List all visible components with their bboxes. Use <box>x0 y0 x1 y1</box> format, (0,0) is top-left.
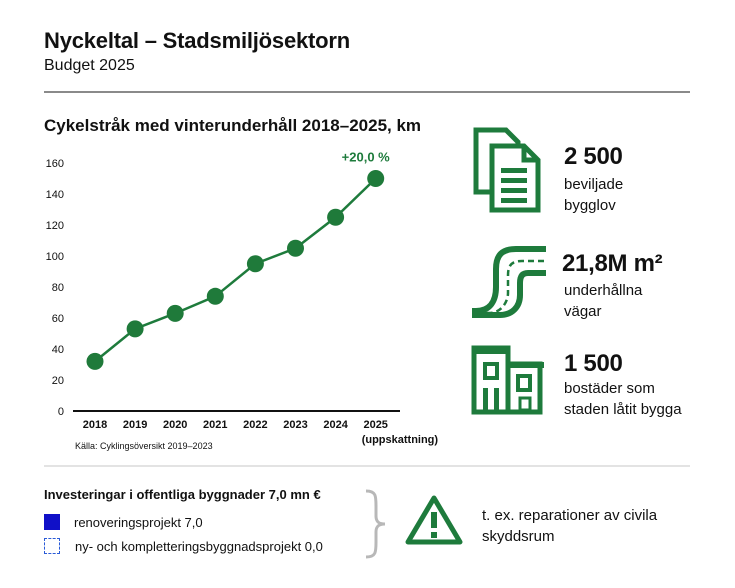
investment-note <box>482 505 657 547</box>
data-point <box>247 255 264 272</box>
y-tick-label: 100 <box>45 251 64 263</box>
kpi-label-housing <box>564 378 682 420</box>
curly-brace-icon <box>360 488 390 560</box>
buildings-icon <box>470 342 546 416</box>
road-icon <box>470 242 550 318</box>
x-tick-label: 2024 <box>323 419 348 431</box>
chart-title: Cykelstråk med vinterunderhåll 2018–2025, km <box>44 116 422 135</box>
legend-item-renovation <box>44 514 203 530</box>
data-point <box>287 240 304 257</box>
documents-icon <box>470 126 544 214</box>
kpi-value-building-permits: 2 500 <box>564 143 623 170</box>
estimate-note: (uppskattning) <box>361 434 439 446</box>
kpi-value-maintained-roads: 21,8M m² <box>562 250 663 277</box>
y-tick-label: 120 <box>45 220 64 232</box>
note-line: skyddsrum <box>482 528 555 545</box>
data-point <box>367 170 384 187</box>
kpi-label-line: beviljade <box>564 176 624 193</box>
section-divider <box>44 465 690 467</box>
kpi-label-line: staden låtit bygga <box>564 401 682 418</box>
kpi-label-line: bostäder som <box>564 380 655 397</box>
legend-swatch-filled <box>44 514 60 530</box>
y-tick-label: 160 <box>45 158 64 170</box>
kpi-label-line: underhållna <box>564 282 643 299</box>
investments-title: Investeringar i offentliga byggnader 7,0 mn € <box>44 487 321 502</box>
chart-source: Källa: Cyklingsöversikt 2019–2023 <box>75 441 213 451</box>
kpi-label-maintained-roads <box>564 280 642 322</box>
warning-icon <box>405 494 463 546</box>
y-tick-label: 80 <box>51 282 64 294</box>
y-tick-label: 40 <box>51 344 64 356</box>
legend-swatch-empty <box>44 538 60 554</box>
y-tick-label: 60 <box>51 313 64 325</box>
data-point <box>207 288 224 305</box>
x-tick-label: 2018 <box>82 419 108 431</box>
kpi-label-line: vägar <box>564 303 602 320</box>
x-tick-label: 2022 <box>243 419 268 431</box>
legend-label: ny- och kompletteringsbyggnadsprojekt 0,0 <box>75 538 323 554</box>
x-tick-label: 2021 <box>203 419 228 431</box>
y-tick-label: 140 <box>45 189 64 201</box>
y-tick-label: 0 <box>57 406 64 418</box>
x-tick-label: 2019 <box>122 419 148 431</box>
x-tick-label: 2020 <box>162 419 188 431</box>
data-point <box>87 353 104 370</box>
page-title: Nyckeltal – Stadsmiljösektorn <box>44 28 350 53</box>
kpi-label-building-permits <box>564 174 623 216</box>
x-tick-label: 2025 <box>363 419 388 431</box>
legend-label: renoveringsprojekt 7,0 <box>74 514 203 530</box>
y-tick-label: 20 <box>51 375 64 387</box>
growth-annotation: +20,0 % <box>341 149 390 165</box>
kpi-value-housing: 1 500 <box>564 350 623 377</box>
line-chart <box>0 140 460 455</box>
kpi-label-line: bygglov <box>564 197 616 214</box>
data-point <box>127 320 144 337</box>
legend-item-new-construction <box>44 538 323 554</box>
data-point <box>167 305 184 322</box>
x-tick-label: 2023 <box>283 419 308 431</box>
page-subtitle: Budget 2025 <box>44 57 135 74</box>
note-line: t. ex. reparationer av civila <box>482 507 658 524</box>
header-divider <box>44 91 690 93</box>
data-point <box>327 209 344 226</box>
